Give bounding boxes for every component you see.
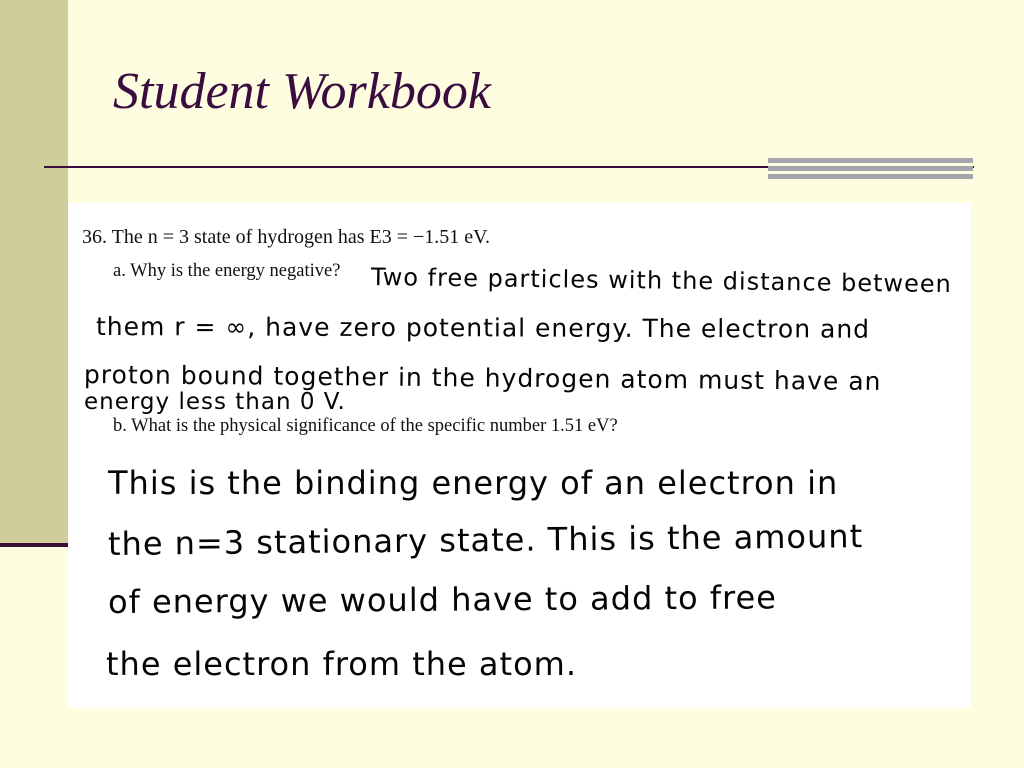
part-a-answer-line-3: proton bound together in the hydrogen atom must have an — [83, 360, 882, 396]
part-b-answer-line-2: the n=3 stationary state. This is the amount — [107, 517, 864, 563]
part-b-answer-line-1: This is the binding energy of an electron in — [108, 464, 839, 502]
part-a-answer-line-1: Two free particles with the distance between — [370, 263, 953, 299]
part-b-answer-line-4: the electron from the atom. — [106, 645, 577, 683]
part-a-answer-line-2: them r = ∞, have zero potential energy. The electron and — [95, 312, 871, 344]
workbook-page-image — [68, 203, 971, 708]
slide-title: Student Workbook — [113, 63, 491, 120]
left-sidebar-bar — [0, 0, 68, 546]
divider-accent-stripes — [768, 158, 973, 179]
part-b-prompt: b. What is the physical significance of the specific number 1.51 eV? — [113, 416, 618, 436]
part-b-answer-line-3: of energy we would have to add to free — [107, 578, 778, 621]
left-sidebar-underline — [0, 543, 68, 547]
part-a-answer-line-4: energy less than 0 V. — [84, 389, 346, 415]
question-header: 36. The n = 3 state of hydrogen has E3 = −1.51 eV. — [82, 226, 491, 248]
part-a-prompt: a. Why is the energy negative? — [113, 261, 341, 281]
